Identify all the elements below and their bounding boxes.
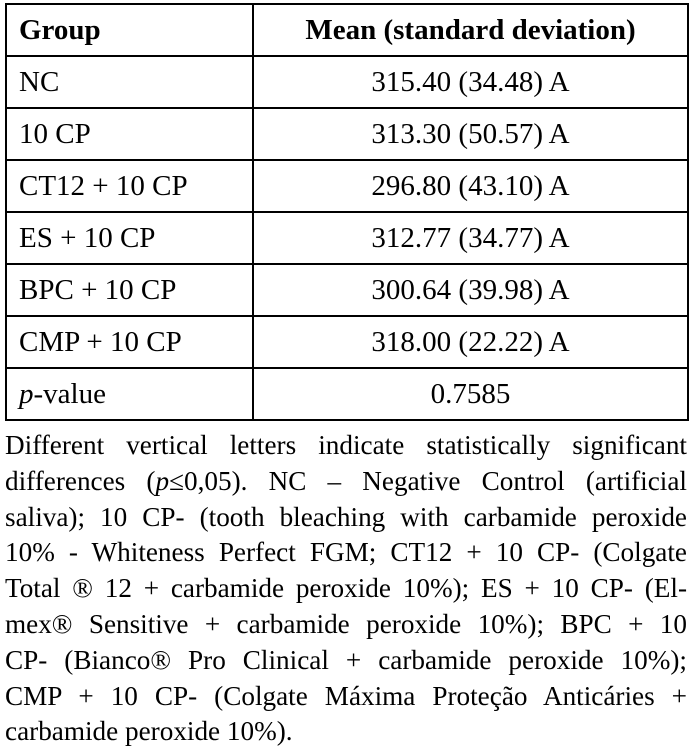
footnote-text: saliva); 10 CP- (tooth bleaching with carbamide peroxide: [5, 501, 687, 532]
footnote-text: 10% - Whiteness Perfect FGM; CT12 + 10 CP- (Colgate: [5, 537, 687, 568]
footnote-line: [5, 714, 687, 750]
group-cell: 10 CP: [6, 108, 253, 160]
pvalue-label-italic: p: [19, 377, 34, 410]
footnote-line: [5, 643, 687, 679]
group-cell: BPC + 10 CP: [6, 264, 253, 316]
footnote-text: differences (: [5, 465, 156, 496]
footnote-text: carbamide peroxide 10%).: [5, 716, 293, 747]
table-row: [6, 264, 688, 316]
footnote-text: Different vertical letters indicate statistically significant: [5, 430, 687, 460]
pvalue-label-rest: -value: [33, 377, 106, 410]
footnote-text: Total ® 12 + carbamide peroxide 10%); ES + 10 CP- (El-: [5, 573, 687, 604]
footnote-italic-text: p: [155, 465, 170, 496]
mean-cell: 296.80 (43.10) A: [253, 160, 688, 212]
results-table: [5, 3, 689, 421]
mean-cell: 313.30 (50.57) A: [253, 108, 688, 160]
mean-cell: 315.40 (34.48) A: [253, 56, 688, 108]
header-row: [6, 4, 688, 56]
pvalue-label: [6, 368, 253, 420]
footnote-line: [5, 428, 687, 464]
table-row: [6, 212, 688, 264]
mean-cell: 312.77 (34.77) A: [253, 212, 688, 264]
footnote-line: [5, 535, 687, 571]
table-footnote: [5, 428, 687, 750]
mean-cell: 318.00 (22.22) A: [253, 316, 688, 368]
footnote-text: ≤0,05). NC – Negative Control (artificial: [169, 465, 687, 496]
pvalue-value: 0.7585: [253, 368, 688, 420]
footnote-line: [5, 679, 687, 715]
group-cell: ES + 10 CP: [6, 212, 253, 264]
footnote-line: [5, 571, 687, 607]
mean-header: Mean (standard deviation): [253, 4, 688, 56]
footnote-line: [5, 607, 687, 643]
footnote-line: [5, 464, 687, 500]
footnote-line: [5, 500, 687, 536]
mean-cell: 300.64 (39.98) A: [253, 264, 688, 316]
pvalue-row: [6, 368, 688, 420]
footnote-text: mex® Sensitive + carbamide peroxide 10%); BPC + 10: [5, 608, 687, 639]
group-header: Group: [6, 4, 253, 56]
table-row: [6, 316, 688, 368]
group-cell: CMP + 10 CP: [6, 316, 253, 368]
group-cell: NC: [6, 56, 253, 108]
footnote-text: CMP + 10 CP- (Colgate Máxima Proteção Anticáries +: [5, 680, 687, 711]
table-row: [6, 56, 688, 108]
footnote-text: CP- (Bianco® Pro Clinical + carbamide peroxide 10%);: [5, 644, 687, 675]
table-row: [6, 160, 688, 212]
table-row: [6, 108, 688, 160]
group-cell: CT12 + 10 CP: [6, 160, 253, 212]
